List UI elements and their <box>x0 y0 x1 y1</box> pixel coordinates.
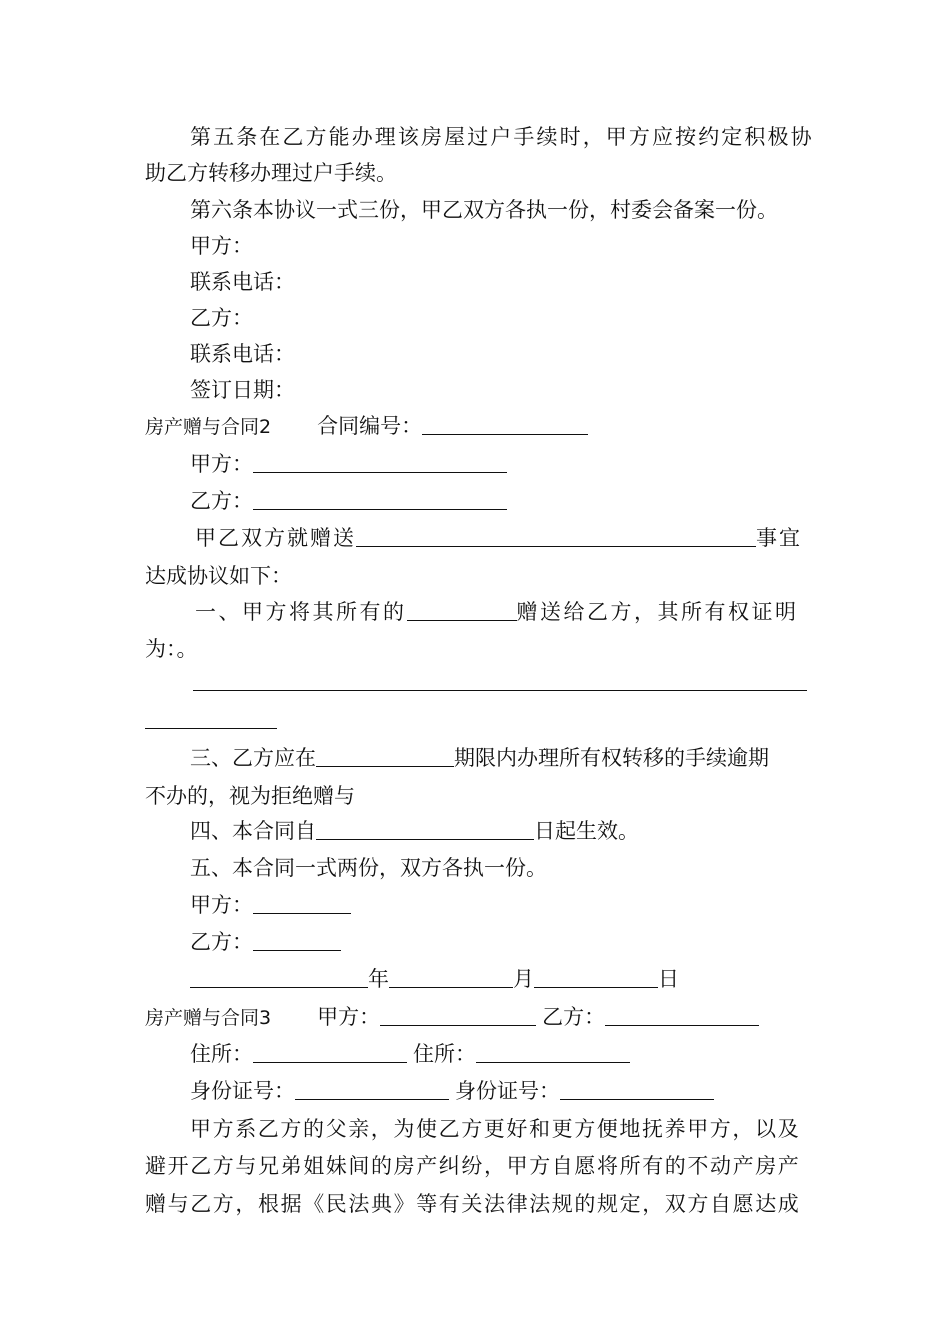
deadline-blank <box>316 748 454 767</box>
contract-3-title-line <box>145 1007 759 1028</box>
day-blank <box>534 969 658 988</box>
contract-2-party-a-label: 甲方： <box>190 452 253 476</box>
id-b-label: 身份证号： <box>455 1079 560 1103</box>
certificate-blank-line-2 <box>145 710 277 731</box>
id-a-blank <box>295 1081 449 1100</box>
sign-party-b-label: 乙方： <box>190 930 253 954</box>
clause-3-line-2: 不办的，视为拒绝赠与 <box>145 784 355 808</box>
article-5-line-1: 第五条在乙方能办理该房屋过户手续时，甲方应按约定积极协 <box>190 125 814 149</box>
month-blank <box>389 969 513 988</box>
clause-3-line-1 <box>190 748 769 769</box>
date-line <box>190 969 679 990</box>
contract-2-party-b-label: 乙方： <box>190 489 253 513</box>
sign-party-b <box>190 932 341 953</box>
sign-party-a-blank <box>253 895 351 914</box>
contract-2-party-b <box>190 491 507 512</box>
intro-text-a: 甲乙双方就赠送 <box>195 526 356 550</box>
contract-2-party-a <box>190 454 507 475</box>
clause-3-text-b: 期限内办理所有权转移的手续逾期 <box>454 746 769 770</box>
sign-party-b-blank <box>253 932 341 951</box>
year-label: 年 <box>368 967 389 991</box>
clause-1-line-2: 为：。 <box>145 637 198 661</box>
contract-2-title: 房产赠与合同2 <box>145 416 272 438</box>
signing-date-label: 签订日期： <box>190 378 295 402</box>
clause-4-text-b: 日起生效。 <box>534 819 639 843</box>
article-5-line-2: 助乙方转移办理过户手续。 <box>145 161 397 185</box>
contract-3-para-line-2: 避开乙方与兄弟姐妹间的房产纠纷，甲方自愿将所有的不动产房产 <box>145 1154 801 1178</box>
address-line <box>190 1044 630 1065</box>
clause-1-text-a: 一、甲方将其所有的 <box>195 600 407 624</box>
gift-matter-blank <box>356 528 756 547</box>
contract-number-blank <box>422 416 588 435</box>
contract-3-title: 房产赠与合同3 <box>145 1007 272 1029</box>
year-blank <box>190 969 368 988</box>
contract-3-para-line-1: 甲方系乙方的父亲，为使乙方更好和更方便地抚养甲方，以及 <box>190 1117 801 1141</box>
clause-3-text-a: 三、乙方应在 <box>190 746 316 770</box>
party-b-phone-label: 联系电话： <box>190 342 295 366</box>
clause-4 <box>190 821 639 842</box>
address-b-blank <box>476 1044 630 1063</box>
certificate-blank <box>193 672 807 691</box>
party-b-blank <box>253 491 507 510</box>
sign-party-a-label: 甲方： <box>190 893 253 917</box>
clause-1-text-b: 赠送给乙方，其所有权证明 <box>516 600 799 624</box>
certificate-blank-cont <box>145 710 277 729</box>
party-a-blank <box>253 454 507 473</box>
effective-date-blank <box>316 821 534 840</box>
clause-4-text-a: 四、本合同自 <box>190 819 316 843</box>
address-a-label: 住所： <box>190 1042 253 1066</box>
intro-line-1 <box>195 528 802 549</box>
intro-line-2: 达成协议如下： <box>145 564 292 588</box>
property-blank <box>407 602 517 621</box>
address-a-blank <box>253 1044 407 1063</box>
sign-party-a <box>190 895 351 916</box>
intro-text-b: 事宜 <box>756 526 802 550</box>
contract-3-para-line-3: 赠与乙方，根据《民法典》等有关法律法规的规定，双方自愿达成 <box>145 1192 801 1216</box>
party-b-label: 乙方： <box>190 306 253 330</box>
address-b-label: 住所： <box>413 1042 476 1066</box>
id-line <box>190 1081 714 1102</box>
certificate-blank-line-1 <box>193 672 807 693</box>
id-a-label: 身份证号： <box>190 1079 295 1103</box>
contract-3-party-a-label: 甲方： <box>317 1005 381 1029</box>
party-a-phone-label: 联系电话： <box>190 270 295 294</box>
contract-2-title-line <box>145 416 588 437</box>
month-label: 月 <box>513 967 534 991</box>
id-b-blank <box>560 1081 714 1100</box>
day-label: 日 <box>658 967 679 991</box>
contract-3-party-b-label: 乙方： <box>542 1005 606 1029</box>
clause-5: 五、本合同一式两份，双方各执一份。 <box>190 856 547 880</box>
contract-3-party-a-blank <box>380 1007 536 1026</box>
article-6: 第六条本协议一式三份，甲乙双方各执一份，村委会备案一份。 <box>190 198 778 222</box>
clause-1-line-1 <box>195 602 799 623</box>
party-a-label: 甲方： <box>190 234 253 258</box>
contract-3-party-b-blank <box>605 1007 759 1026</box>
contract-number-label: 合同编号： <box>317 414 423 438</box>
